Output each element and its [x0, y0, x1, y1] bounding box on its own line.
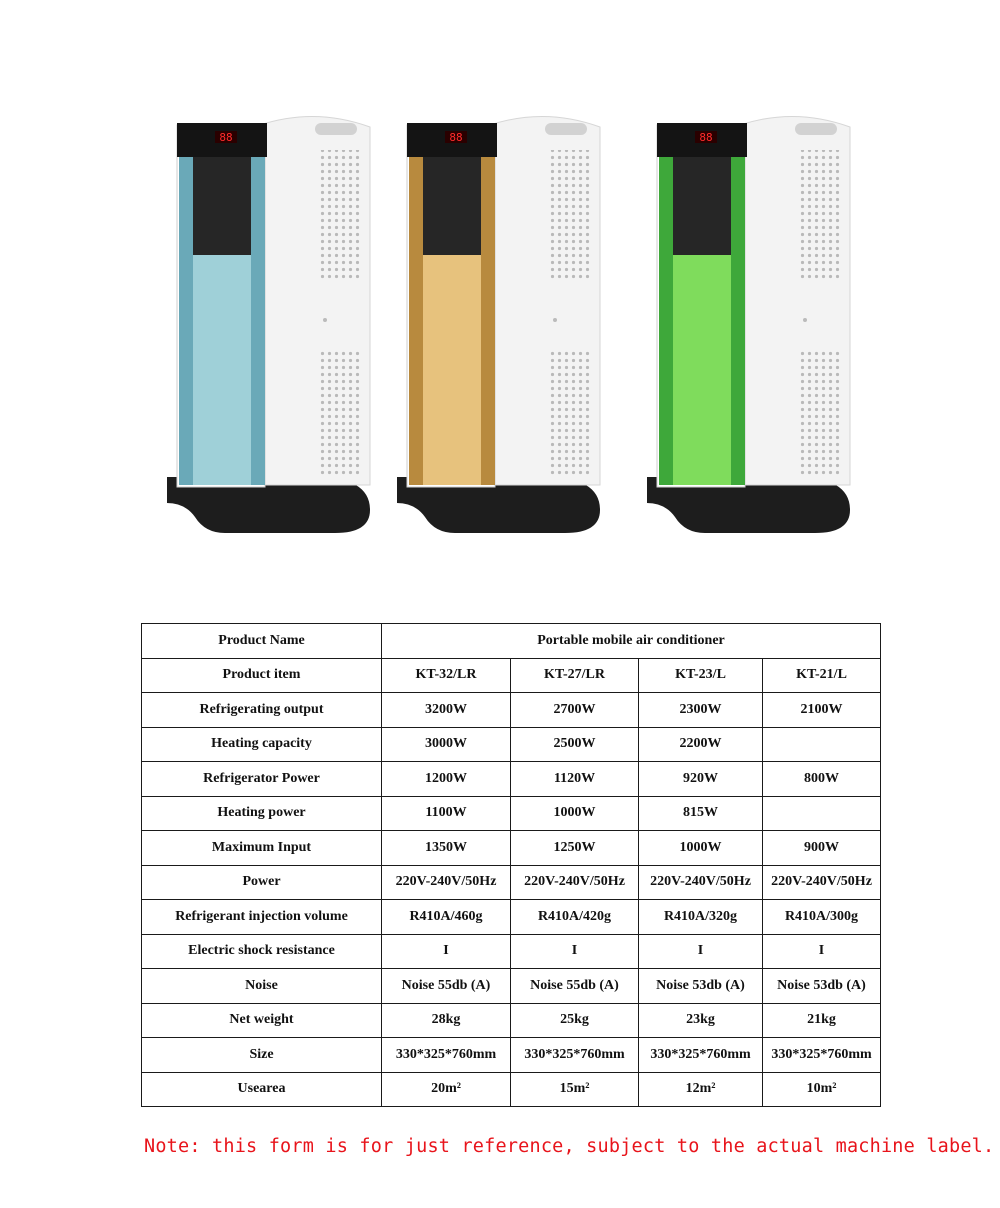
table-cell: 1120W: [511, 762, 639, 797]
table-cell: 920W: [639, 762, 763, 797]
table-cell-label: Refrigerator Power: [142, 762, 382, 797]
table-cell: I: [639, 934, 763, 969]
table-cell-label: Product item: [142, 658, 382, 693]
table-cell: 20m²: [382, 1072, 511, 1107]
table-cell: [763, 796, 881, 831]
disclaimer-note: Note: this form is for just reference, subject to the actual machine label.: [144, 1136, 995, 1157]
table-row: [142, 727, 881, 762]
table-cell: KT-21/L: [763, 658, 881, 693]
gold-unit: [395, 105, 605, 535]
table-cell: 815W: [639, 796, 763, 831]
display-digits: 88: [699, 131, 713, 144]
table-row: [142, 762, 881, 797]
table-cell: KT-23/L: [639, 658, 763, 693]
table-row: [142, 865, 881, 900]
table-cell-label: Product Name: [142, 624, 382, 659]
table-cell: 1000W: [511, 796, 639, 831]
table-cell: R410A/320g: [639, 900, 763, 935]
table-cell: 2700W: [511, 693, 639, 728]
table-cell: 25kg: [511, 1003, 639, 1038]
table-row: [142, 658, 881, 693]
table-cell: R410A/420g: [511, 900, 639, 935]
table-cell: R410A/300g: [763, 900, 881, 935]
table-cell: I: [382, 934, 511, 969]
table-cell: 23kg: [639, 1003, 763, 1038]
table-row: [142, 1038, 881, 1073]
table-cell: KT-27/LR: [511, 658, 639, 693]
table-cell: 900W: [763, 831, 881, 866]
table-cell: 220V-240V/50Hz: [511, 865, 639, 900]
blue-unit: [165, 105, 375, 535]
table-cell: Noise 53db (A): [639, 969, 763, 1004]
table-cell: I: [763, 934, 881, 969]
table-cell: 220V-240V/50Hz: [763, 865, 881, 900]
table-cell-label: Heating capacity: [142, 727, 382, 762]
table-cell-label: Usearea: [142, 1072, 382, 1107]
table-cell: 330*325*760mm: [639, 1038, 763, 1073]
table-cell-label: Maximum Input: [142, 831, 382, 866]
product-images: [0, 0, 1000, 600]
table-row: [142, 1072, 881, 1107]
table-cell: 2200W: [639, 727, 763, 762]
spec-table-body: [142, 624, 881, 1107]
table-cell: 330*325*760mm: [763, 1038, 881, 1073]
table-cell-value: Portable mobile air conditioner: [382, 624, 881, 659]
table-header-row: [142, 624, 881, 659]
table-row: [142, 934, 881, 969]
table-cell: KT-32/LR: [382, 658, 511, 693]
table-row: [142, 693, 881, 728]
table-cell: 15m²: [511, 1072, 639, 1107]
table-cell-label: Power: [142, 865, 382, 900]
table-cell: 1350W: [382, 831, 511, 866]
table-cell: 1200W: [382, 762, 511, 797]
table-cell: 21kg: [763, 1003, 881, 1038]
table-cell: 1100W: [382, 796, 511, 831]
table-cell: 800W: [763, 762, 881, 797]
table-row: [142, 900, 881, 935]
table-row: [142, 1003, 881, 1038]
table-row: [142, 969, 881, 1004]
table-cell-label: Electric shock resistance: [142, 934, 382, 969]
table-cell: 220V-240V/50Hz: [639, 865, 763, 900]
table-cell: 330*325*760mm: [511, 1038, 639, 1073]
table-cell: 2300W: [639, 693, 763, 728]
table-cell: 10m²: [763, 1072, 881, 1107]
table-cell: I: [511, 934, 639, 969]
table-cell: 28kg: [382, 1003, 511, 1038]
table-cell: 1000W: [639, 831, 763, 866]
display-digits: 88: [219, 131, 233, 144]
table-cell: Noise 53db (A): [763, 969, 881, 1004]
table-cell-label: Net weight: [142, 1003, 382, 1038]
table-cell: 3200W: [382, 693, 511, 728]
display-digits: 88: [449, 131, 463, 144]
table-cell: Noise 55db (A): [511, 969, 639, 1004]
table-cell-label: Refrigerating output: [142, 693, 382, 728]
table-cell: 220V-240V/50Hz: [382, 865, 511, 900]
table-cell: [763, 727, 881, 762]
table-cell-label: Refrigerant injection volume: [142, 900, 382, 935]
table-cell: Noise 55db (A): [382, 969, 511, 1004]
table-cell: R410A/460g: [382, 900, 511, 935]
table-row: [142, 831, 881, 866]
green-unit: [645, 105, 855, 535]
table-cell: 2100W: [763, 693, 881, 728]
table-cell: 330*325*760mm: [382, 1038, 511, 1073]
table-cell: 12m²: [639, 1072, 763, 1107]
table-cell-label: Size: [142, 1038, 382, 1073]
table-row: [142, 796, 881, 831]
table-cell: 3000W: [382, 727, 511, 762]
spec-table: [141, 623, 881, 1107]
table-cell-label: Noise: [142, 969, 382, 1004]
table-cell: 1250W: [511, 831, 639, 866]
table-cell: 2500W: [511, 727, 639, 762]
table-cell-label: Heating power: [142, 796, 382, 831]
